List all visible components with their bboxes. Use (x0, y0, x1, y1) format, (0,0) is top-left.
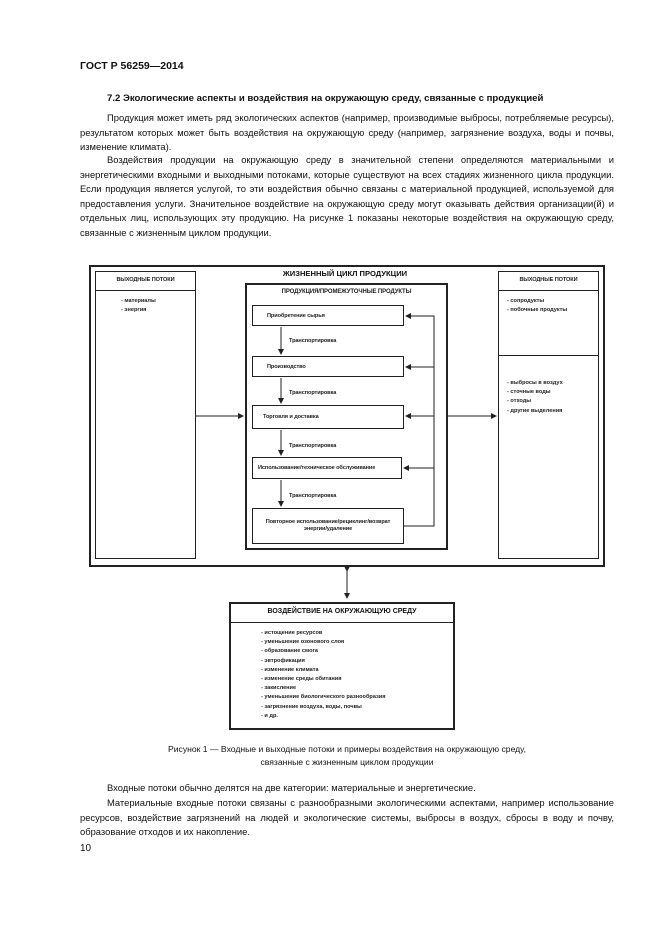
stage-label: Повторное использование/рециклинг/возврат энергии/удаление (265, 519, 391, 532)
input-flow-item: - материалы (121, 297, 156, 306)
products-title: ПРОДУКЦИЯ/ПРОМЕЖУТОЧНЫЕ ПРОДУКТЫ (281, 289, 412, 295)
figure-caption (80, 743, 614, 769)
output-flow-item: - другие выделения (507, 407, 563, 416)
impact-list (261, 629, 386, 721)
stage-label: Приобретение сырья (267, 313, 325, 319)
stage-label: Торговля и доставка (263, 414, 319, 420)
paragraph-1: Продукция может иметь ряд экологических аспектов (например, производимые выбросы, потребляемые ресурсы), результатом которых может быть воздействия на окружающую среду (например, загрязнение воздуха, воды и почвы, изменение климата). (80, 112, 614, 152)
impact-item: - закисление (261, 684, 386, 693)
stage-label: Использование/техническое обслуживание (258, 465, 376, 471)
input-flows-list (121, 297, 156, 315)
output-flows-list-top (507, 297, 567, 315)
impact-item: - уменьшение биологического разнообразия (261, 693, 386, 702)
section-title: 7.2 Экологические аспекты и воздействия на окружающую среду, связанные с продукцией (107, 93, 544, 104)
impact-item: - изменение климата (261, 666, 386, 675)
transport-label: Транспортировка (289, 443, 337, 449)
impact-item: - эвтрофикация (261, 657, 386, 666)
transport-label: Транспортировка (289, 338, 337, 344)
output-flow-item: - отходы (507, 397, 563, 406)
transport-label: Транспортировка (289, 493, 337, 499)
stage-raw-materials (252, 305, 404, 326)
document-header: ГОСТ Р 56259—2014 (80, 60, 184, 72)
impact-item: - изменение среды обитания (261, 675, 386, 684)
input-flows-box (95, 271, 196, 559)
stage-end-of-life (252, 508, 404, 544)
paragraph-3: Входные потоки обычно делятся на две категории: материальные и энергетические. (107, 782, 476, 793)
output-flows-box (498, 271, 599, 559)
caption-line-2: связанные с жизненным циклом продукции (260, 757, 434, 767)
lifecycle-title: ЖИЗНЕННЫЙ ЦИКЛ ПРОДУКЦИИ (282, 269, 408, 278)
impact-title: ВОЗДЕЙСТВИЕ НА ОКРУЖАЮЩУЮ СРЕДУ (267, 608, 417, 615)
paragraph-2: Воздействия продукции на окружающую среду в значительной степени определяются материальными и энергетическими входными и выходными потоками, которые существуют на всех стадиях жизненного цикла продукции. Если продукция является услугой, то эти воздействия обычно связаны с материальной продукцией, используемой для предоставления услуги. Значительное воздействие на окружающую среду могут оказывать действия организации(й) и отдельных лиц, использующих эту продукцию. На рисунке 1 показаны некоторые воздействия на окружающую среду, связанные с жизненным циклом продукции. (80, 154, 614, 238)
stage-distribution (252, 405, 404, 429)
input-flow-item: - энергия (121, 306, 156, 315)
stage-label: Производство (267, 364, 306, 370)
impact-item: - и др. (261, 712, 386, 721)
paragraph-4: Материальные входные потоки связаны с разнообразными экологическими аспектами, например использование ресурсов, воздействие загрязнений на людей и экологические системы, выбросы в воздух, сбросы в воду и почву, образование отходов и их накопление. (80, 797, 614, 837)
page-number: 10 (80, 843, 92, 854)
impact-item: - уменьшение озонового слоя (261, 638, 386, 647)
output-flow-item: - сточные воды (507, 388, 563, 397)
output-flows-list-bottom (507, 379, 563, 416)
impact-box (229, 602, 455, 730)
impact-item: - образование смога (261, 647, 386, 656)
transport-label: Транспортировка (289, 390, 337, 396)
impact-item: - истощение ресурсов (261, 629, 386, 638)
caption-line-1: Рисунок 1 — Входные и выходные потоки и примеры воздействия на окружающую среду, (167, 744, 526, 754)
stage-use (252, 457, 402, 479)
output-flow-item: - выбросы в воздух (507, 379, 563, 388)
output-flows-title: ВЫХОДНЫЕ ПОТОКИ (519, 277, 578, 283)
impact-item: - загрязнение воздуха, воды, почвы (261, 703, 386, 712)
output-flow-item: - сопродукты (507, 297, 567, 306)
input-flows-title: ВЫХОДНЫЕ ПОТОКИ (116, 277, 175, 283)
output-flow-item: - побочные продукты (507, 306, 567, 315)
stage-production (252, 356, 404, 377)
